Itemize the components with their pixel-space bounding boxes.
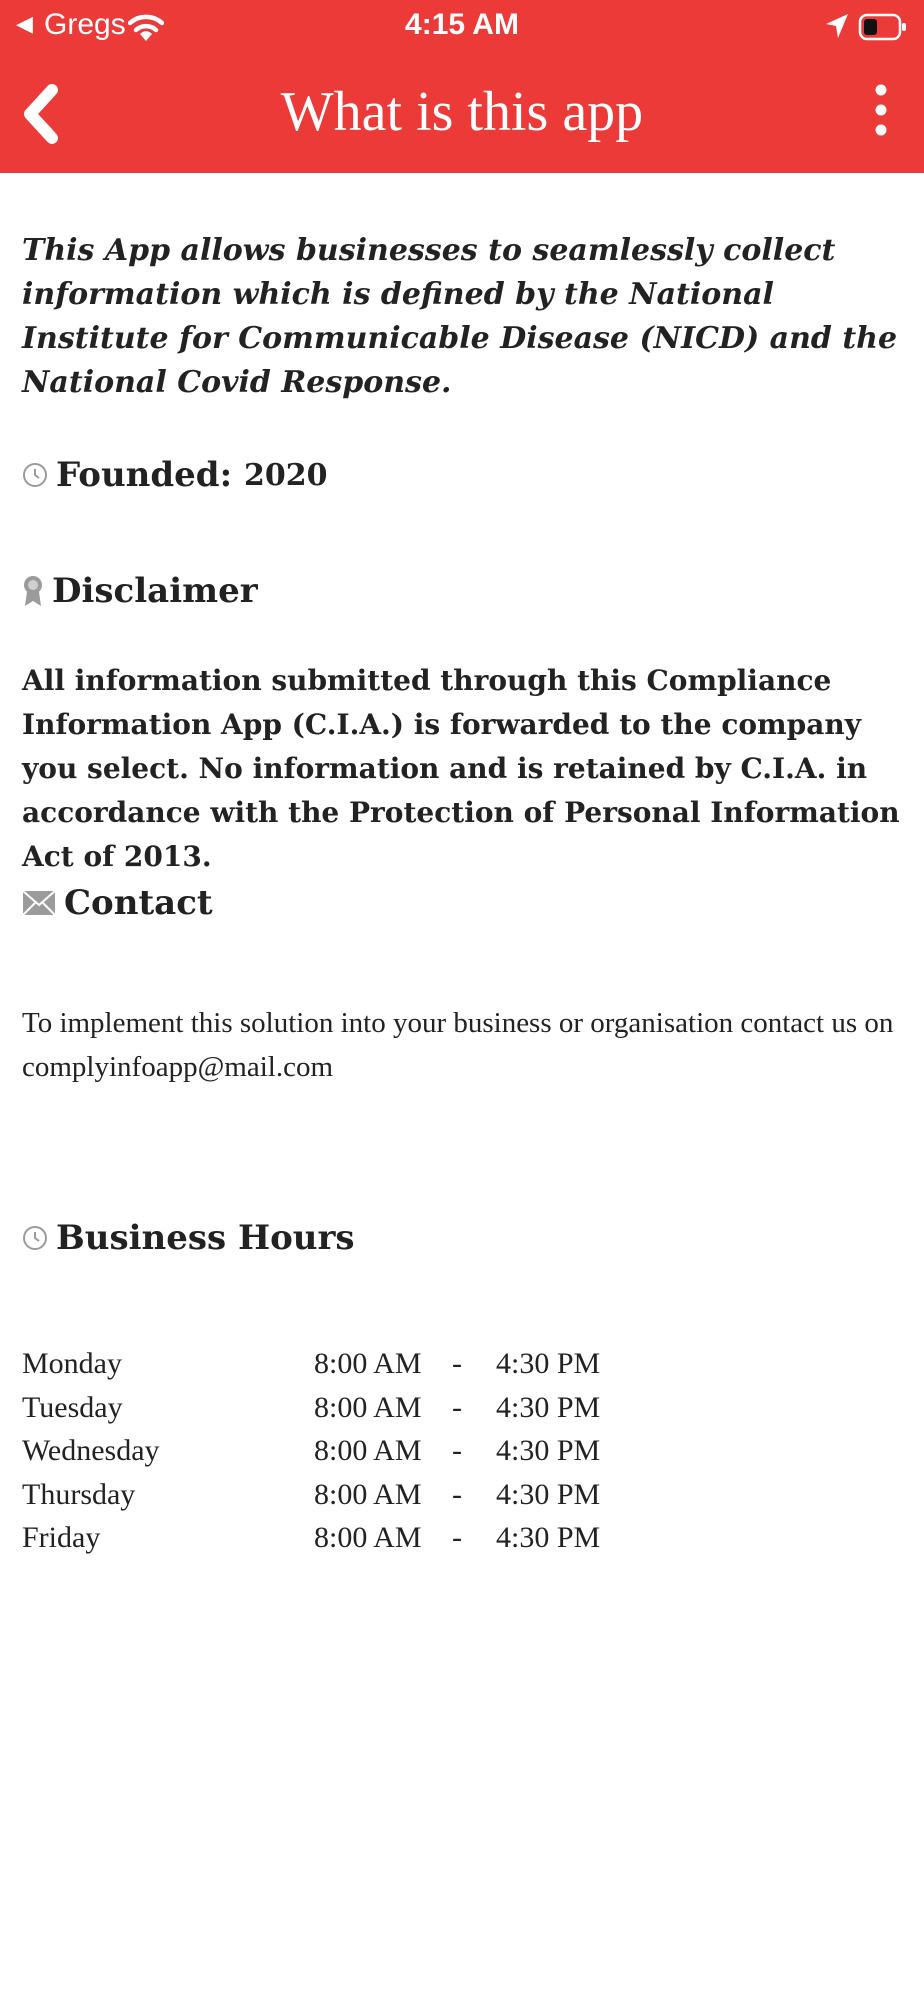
- hours-close: 4:30 PM: [496, 1347, 601, 1380]
- contact-text: To implement this solution into your business or organisation contact us on complyinfoapp@mail.com: [22, 1007, 894, 1083]
- hours-separator: -: [452, 1347, 462, 1380]
- clock-icon: [22, 462, 48, 488]
- hours-close: 4:30 PM: [496, 1434, 601, 1467]
- hours-day: Monday: [22, 1347, 122, 1380]
- hours-open: 8:00 AM: [314, 1434, 422, 1467]
- hours-separator: -: [452, 1521, 462, 1554]
- hours-close: 4:30 PM: [496, 1521, 601, 1554]
- app-header: [0, 0, 924, 173]
- status-carrier[interactable]: Gregs: [44, 8, 126, 41]
- hours-row: [22, 1434, 902, 1478]
- intro-text: This App allows businesses to seamlessly collect information which is defined by the National Institute for Communicable Disease (NICD) and the National Covid Response.: [22, 233, 898, 400]
- contact-title: Contact: [64, 883, 213, 923]
- status-bar: [0, 0, 924, 56]
- hours-row: [22, 1391, 902, 1435]
- hours-day: Tuesday: [22, 1390, 123, 1424]
- disclaimer-title: Disclaimer: [52, 571, 258, 611]
- more-vertical-icon[interactable]: [866, 82, 896, 138]
- hours-row: [22, 1478, 902, 1522]
- status-time: 4:15 AM: [405, 8, 519, 41]
- hours-open: 8:00 AM: [314, 1521, 422, 1554]
- battery-icon: [858, 12, 908, 42]
- hours-day: Friday: [22, 1521, 101, 1554]
- business-hours-title: Business Hours: [56, 1218, 355, 1258]
- award-icon: [22, 574, 44, 608]
- disclaimer-heading: [22, 571, 258, 611]
- hours-day: Thursday: [22, 1477, 136, 1511]
- hours-row: [22, 1521, 902, 1565]
- hours-open: 8:00 AM: [314, 1347, 422, 1380]
- hours-close: 4:30 PM: [496, 1477, 601, 1511]
- status-back-to-app-icon[interactable]: ◀: [16, 12, 33, 37]
- disclaimer-text: All information submitted through this Compliance Information App (C.I.A.) is forwarded to the company you select. No information and is retained by C.I.A. in accordance with the Protection of Personal Information Act of 2013.: [22, 664, 900, 873]
- hours-open: 8:00 AM: [314, 1477, 422, 1511]
- page-title: What is this app: [280, 81, 644, 143]
- hours-open: 8:00 AM: [314, 1390, 422, 1424]
- hours-separator: -: [452, 1434, 462, 1467]
- location-arrow-icon: [824, 12, 850, 40]
- back-chevron-icon[interactable]: [18, 84, 68, 144]
- founded-year: 2020: [243, 457, 328, 493]
- founded-heading: [22, 455, 327, 495]
- business-hours-table: [22, 1347, 902, 1565]
- clock-icon: [22, 1225, 48, 1251]
- hours-separator: -: [452, 1390, 462, 1424]
- hours-day: Wednesday: [22, 1434, 160, 1467]
- business-hours-heading: [22, 1218, 355, 1258]
- envelope-icon: [22, 889, 56, 917]
- hours-close: 4:30 PM: [496, 1390, 601, 1424]
- hours-row: [22, 1347, 902, 1391]
- founded-label: Founded:: [56, 455, 233, 495]
- contact-heading: [22, 883, 213, 923]
- hours-separator: -: [452, 1477, 462, 1511]
